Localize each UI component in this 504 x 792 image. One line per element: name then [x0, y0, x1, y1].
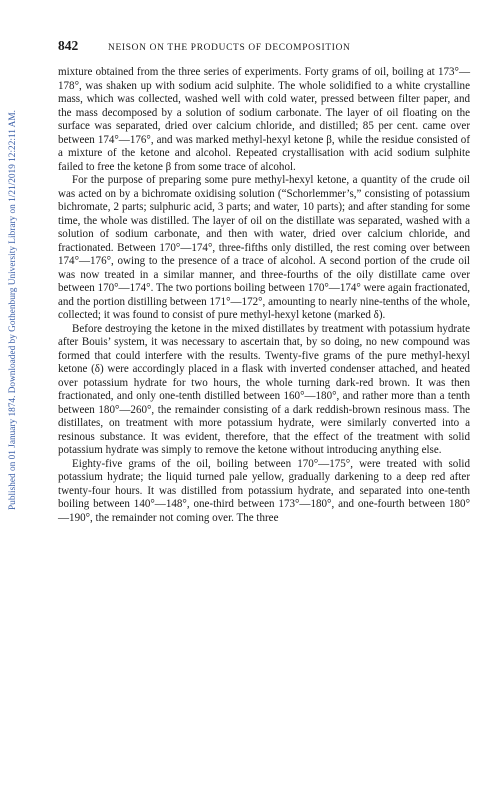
paragraph-potassium-hydrate-test: Before destroying the ketone in the mixed distillates by treatment with potassium hydrate after Bouis’ system, it was necessary to ascertain that, by so doing, no new compound was formed that could interfere with the results. Twenty-five grams of the pure methyl-hexyl ketone (δ) were accordingly placed in a flask with inverted condenser attached, and heated over potassium hydrate for two hours, the whole turning dark-red brown. It was then fractionated, and only one-tenth distilled between 160°—180°, and rather more than a tenth between 180°—260°, the remainder consisting of a dark reddish-brown resinous mass. The distillates, on treatment with more potassium hydrate, were similarly converted into a resinous substance. It was evident, therefore, that the effect of the treatment with solid potassium hydrate was simply to remove the ketone without introducing anything else. — [58, 322, 470, 456]
download-watermark: Published on 01 January 1874. Downloaded by Gothenburg University Library on 1/21/2019 12:22:11 AM. — [8, 110, 18, 510]
paragraph-oil-treatment: Eighty-five grams of the oil, boiling between 170°—175°, were treated with solid potassium hydrate; the liquid turned pale yellow, gradually darkening to a deep red after twenty-four hours. It was distilled from potassium hydrate, and separated into one-tenth boiling between 140°—148°, one-third between 173°—180°, and one-fourth between 180°—190°, the remainder not coming over. The three — [58, 457, 470, 524]
paragraph-ketone-preparation: For the purpose of preparing some pure methyl-hexyl ketone, a quantity of the crude oil was acted on by a bichromate oxidising solution (“Schorlemmer’s,” consisting of potassium bichromate, 2 parts; sulphuric acid, 3 parts; and water, 10 parts); and after standing for some time, the whole was distilled. The layer of oil on the distillate was separated, washed with a solution of sodium carbonate, and then with water, dried over calcium chloride, and fractionated. Between 170°—174°, three-fifths only distilled, the rest coming over between 174°—176°, owing to the presence of a trace of alcohol. A second portion of the crude oil was now treated in a similar manner, and three-fourths of the oily distillate came over between 170°—174°. The two portions boiling between 170°—174° were again fractionated, and the portion distilling between 171°—172°, amounting to nearly nine-tenths of the whole, collected; it was found to consist of pure methyl-hexyl ketone (marked δ). — [58, 174, 470, 321]
running-title: NEISON ON THE PRODUCTS OF DECOMPOSITION — [108, 43, 351, 53]
page-body — [58, 38, 470, 525]
paragraph-continued: mixture obtained from the three series of experiments. Forty grams of oil, boiling at 173°—178°, was shaken up with sodium acid sulphite. The whole solidified to a white crystalline mass, which was collected, washed well with cold water, pressed between filter paper, and the mass decomposed by a solution of sodium carbonate. The layer of oil floating on the surface was separated, dried over calcium chloride, and distilled; 85 per cent. came over between 174°—176°, and was marked methyl-hexyl ketone β, while the residue consisted of a mixture of the ketone and alcohol. Repeated crystallisation with acid sodium sulphite failed to free the ketone β from some trace of alcohol. — [58, 66, 470, 173]
page-number: 842 — [58, 38, 79, 53]
running-header — [58, 38, 470, 54]
